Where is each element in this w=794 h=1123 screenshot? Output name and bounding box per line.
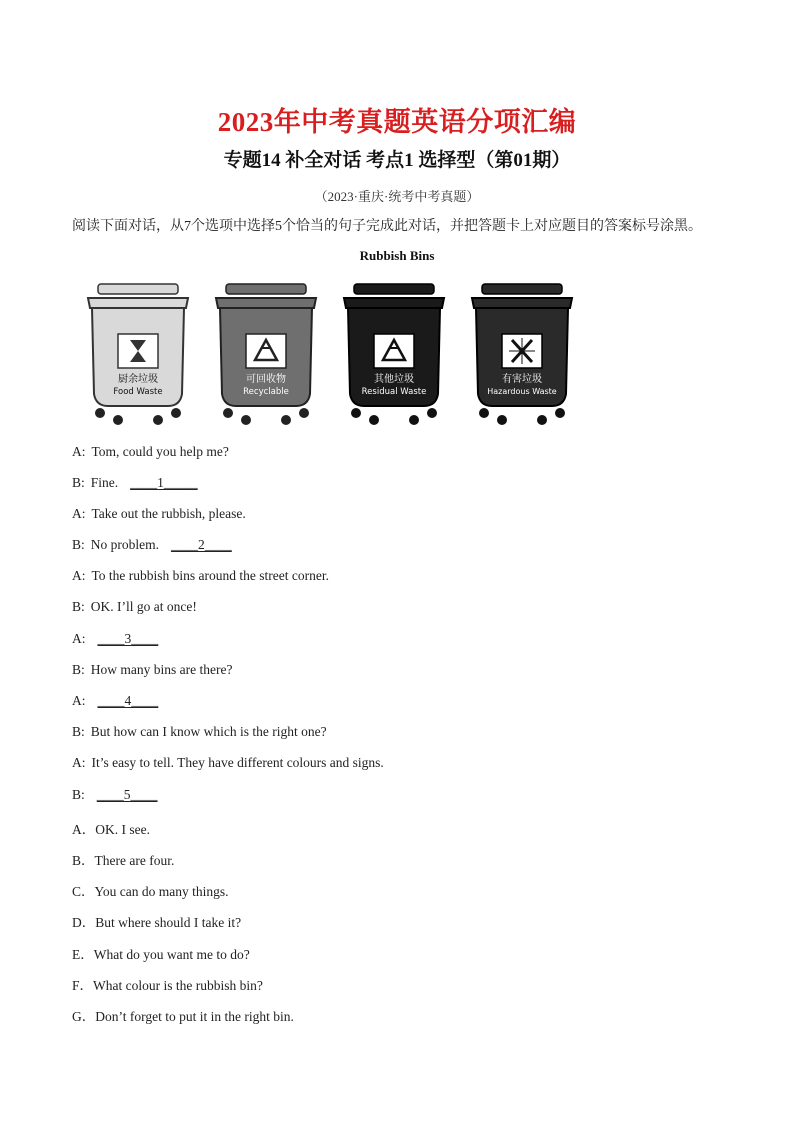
answer-blank-3: ____3____ (97, 631, 159, 646)
svg-text:Hazardous Waste: Hazardous Waste (487, 387, 557, 396)
option-item: F．What colour is the rubbish bin? (72, 978, 263, 993)
cross-icon (509, 338, 535, 364)
option-item: B．There are four. (72, 853, 175, 868)
option-item: E．What do you want me to do? (72, 947, 250, 962)
dialogue-line: B: But how can I know which is the right one? (72, 724, 327, 739)
dialogue-line: B: No problem. ____2____ (72, 537, 232, 552)
option-item: G．Don’t forget to put it in the right bin. (72, 1009, 294, 1024)
svg-text:Recyclable: Recyclable (243, 387, 289, 397)
dialogue-line: B: ____5____ (72, 787, 158, 802)
page-title: 2023年中考真题英语分项汇编 (217, 107, 577, 137)
dialogue-line: B: Fine. ____1_____ (72, 475, 198, 490)
bins-caption: Rubbish Bins (359, 248, 435, 263)
svg-text:有害垃圾: 有害垃圾 (502, 374, 542, 385)
dialogue-line: A: Tom, could you help me? (72, 444, 229, 459)
option-item: A．OK. I see. (72, 822, 150, 837)
answer-blank-1: ____1_____ (130, 475, 198, 490)
rubbish-bins-image (82, 282, 582, 427)
answer-blank-4: ____4____ (97, 693, 159, 708)
svg-text:其他垃圾: 其他垃圾 (374, 374, 414, 385)
option-item: D．But where should I take it? (72, 915, 242, 930)
dialogue-line: B: How many bins are there? (72, 662, 233, 677)
bin-residual-waste (338, 282, 450, 427)
instruction-text: 阅读下面对话，从7个选项中选择5个恰当的句子完成此对话，并把答题卡上对应题目的答案标号涂黑。 (72, 219, 702, 234)
answer-blank-5: ____5____ (96, 787, 158, 802)
dialogue-line: A: ____4____ (72, 693, 159, 708)
bin-hazardous-waste (466, 282, 578, 427)
question-source: （2023·重庆·统考中考真题） (314, 189, 480, 204)
svg-text:可回收物: 可回收物 (246, 374, 286, 385)
option-item: C．You can do many things. (72, 884, 229, 899)
svg-text:Food Waste: Food Waste (113, 387, 163, 397)
answer-blank-2: ____2____ (171, 537, 232, 552)
dialogue-line: A: It’s easy to tell. They have different colours and signs. (72, 755, 384, 770)
bin-recyclable (210, 282, 322, 427)
svg-text:厨余垃圾: 厨余垃圾 (118, 374, 158, 385)
dialogue-line: A: ____3____ (72, 631, 159, 646)
dialogue-line: B: OK. I’ll go at once! (72, 599, 197, 614)
dialogue-line: A: To the rubbish bins around the street corner. (72, 568, 329, 583)
dialogue-line: A: Take out the rubbish, please. (72, 506, 246, 521)
topic-subtitle: 专题14 补全对话 考点1 选择型（第01期） (223, 150, 571, 171)
bin-food-waste (82, 282, 194, 427)
svg-text:Residual Waste: Residual Waste (361, 387, 427, 397)
